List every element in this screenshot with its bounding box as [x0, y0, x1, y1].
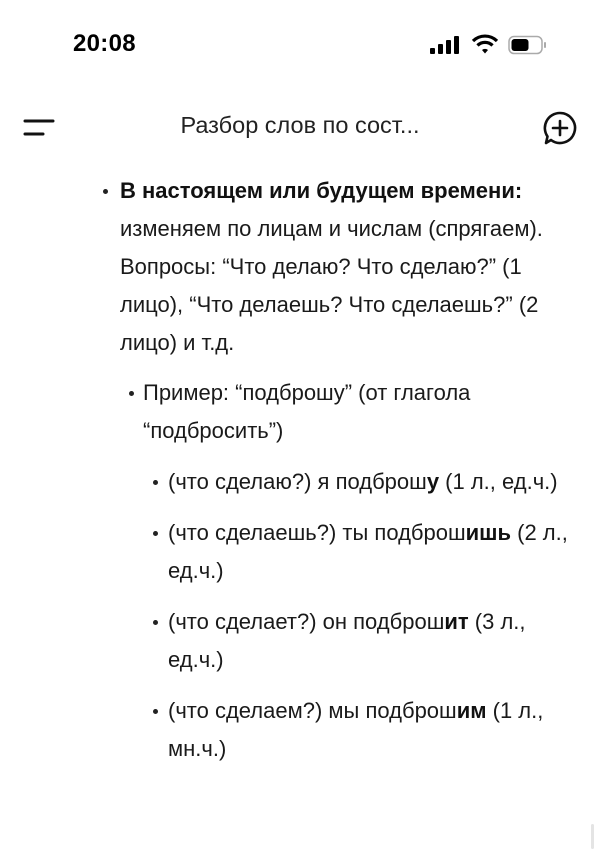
bullet-icon	[153, 620, 158, 625]
new-chat-icon[interactable]	[540, 108, 580, 148]
status-bar	[0, 0, 600, 90]
item-text: изменяем по лицам и числам (спрягаем). Вопросы: “Что делаю? Что сделаю?” (1 лицо), “Что делаешь? Что сделаешь?” (2 лицо) и т.д.	[120, 216, 543, 355]
chat-title[interactable]: Разбор слов по сост...	[180, 112, 420, 138]
list-item-form	[168, 692, 580, 768]
form-prefix: (что сделаем?) мы подброш	[168, 698, 457, 723]
form-ending: ит	[444, 609, 469, 634]
form-ending: ишь	[465, 520, 512, 545]
form-ending: им	[456, 698, 487, 723]
form-prefix: (что сделаю?) я подброш	[168, 469, 427, 494]
form-suffix: (2 л., ед.ч.)	[168, 520, 568, 583]
bullet-icon	[103, 189, 108, 194]
bullet-icon	[153, 531, 158, 536]
wifi-icon	[472, 34, 498, 54]
chat-header	[0, 100, 600, 156]
list-item-form	[168, 514, 580, 590]
bullet-icon	[129, 391, 134, 396]
list-item-form	[168, 463, 580, 501]
form-prefix: (что сделаешь?) ты подброш	[168, 520, 466, 545]
form-suffix: (1 л., ед.ч.)	[439, 469, 558, 494]
bullet-icon	[153, 480, 158, 485]
list-item-present-future	[120, 172, 582, 362]
scrollbar[interactable]	[591, 824, 594, 849]
message-content	[0, 172, 600, 768]
form-suffix: (3 л., ед.ч.)	[168, 609, 526, 672]
example-text: Пример: “подброшу” (от глагола “подбросить”)	[143, 380, 471, 443]
form-prefix: (что сделает?) он подброш	[168, 609, 445, 634]
form-ending: у	[426, 469, 440, 494]
cellular-signal-icon	[430, 36, 462, 54]
battery-icon	[508, 35, 548, 55]
bullet-icon	[153, 709, 158, 714]
form-suffix: (1 л., мн.ч.)	[168, 698, 544, 761]
status-time: 20:08	[73, 30, 136, 57]
item-heading: В настоящем или будущем времени:	[120, 178, 523, 203]
list-item-form	[168, 603, 580, 679]
list-item-example	[143, 374, 583, 450]
